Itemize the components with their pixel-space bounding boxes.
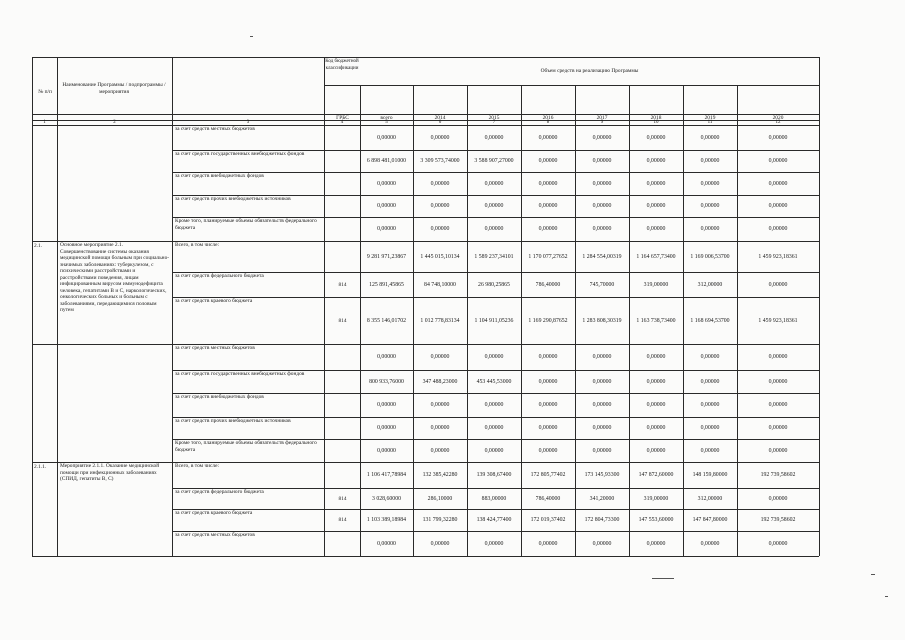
table-rule [819,57,820,556]
row-source: Кроме того, планируемые объемы обязательств федерального бюджета [175,218,317,231]
row-source: Всего, в том числе: [175,242,220,248]
row-value: 131 799,32280 [422,517,458,523]
row-value: 0,00000 [592,203,612,209]
row-value: 0,00000 [377,181,396,187]
column-number: 3 [246,120,250,125]
row-value: 0,00000 [768,379,788,385]
row-value: 0,00000 [377,402,396,408]
row-value: 0,00000 [646,181,666,187]
row-value: 0,00000 [592,354,612,360]
row-value: 0,00000 [484,203,504,209]
row-value: 0,00000 [700,379,720,385]
row-value: 0,00000 [484,354,504,360]
row-value: 192 739,58602 [760,517,796,523]
row-source: за счет средств федерального бюджета [175,273,264,279]
row-value: 3 588 907,27000 [474,158,514,164]
row-value: 0,00000 [700,354,720,360]
row-value: 0,00000 [768,282,788,288]
row-value: 3 028,60000 [372,496,401,502]
row-value: 0,00000 [377,354,396,360]
row-source: за счет средств внебюджетных фондов [175,394,264,400]
table-rule [172,57,173,556]
row-value: 0,00000 [700,203,720,209]
column-number: 11 [707,120,713,125]
header-name: Наименование Программы / подпрограммы / мероприятия [62,82,166,95]
header-grbs: ГРБС [336,115,349,121]
header-code: Код бюджетной классификации [325,59,359,71]
row-value: 173 145,93300 [584,472,620,478]
row-value: 0,00000 [768,135,788,141]
row-value: 0,00000 [646,226,666,232]
row-value: 0,00000 [592,135,612,141]
row-value: 0,00000 [646,158,666,164]
row-value: 1 169 290,87652 [528,318,568,324]
row-value: 319,00000 [643,496,669,502]
row-source: Всего, в том числе: [175,463,220,469]
row-value: 0,00000 [700,541,720,547]
row-value: 0,00000 [377,203,396,209]
row-value: 0,00000 [700,181,720,187]
row-value: 0,00000 [430,226,450,232]
column-number: 6 [438,120,442,125]
row-value: 0,00000 [700,425,720,431]
header-year: 2016 [542,115,554,121]
row-value: 1 589 237,34101 [474,254,514,260]
row-source: за счет средств внебюджетных фондов [175,173,264,179]
row-value: 0,00000 [768,448,788,454]
header-year: 2020 [772,115,784,121]
row-value: 0,00000 [646,425,666,431]
row-value: 786,40000 [535,496,561,502]
row-value: 1 106 417,78984 [366,472,407,478]
row-value: 319,00000 [643,282,669,288]
table-rule [32,57,819,58]
row-value: 0,00000 [538,181,558,187]
scan-mark [885,596,888,597]
row-value: 0,00000 [592,541,612,547]
row-source: за счет средств государственных внебюджетных фондов [175,151,305,157]
row-value: 0,00000 [538,354,558,360]
row-value: 0,00000 [768,226,788,232]
row-value: 0,00000 [377,135,396,141]
row-value: 0,00000 [538,448,558,454]
row-value: 0,00000 [768,203,788,209]
column-number: 5 [385,120,388,125]
row-value: 0,00000 [592,158,612,164]
table-rule [324,85,819,86]
row-value: 0,00000 [538,203,558,209]
table-rule [32,556,819,557]
row-value: 0,00000 [592,379,612,385]
row-value: 192 739,58602 [760,472,796,478]
row-value: 0,00000 [538,226,558,232]
row-value: 0,00000 [484,181,504,187]
row-value: 0,00000 [484,425,504,431]
row-value: 0,00000 [646,448,666,454]
row-value: 172 805,77402 [530,472,566,478]
row-value: 147 872,60000 [638,472,674,478]
row-source: за счет средств местных бюджетов [175,532,255,538]
row-value: 1 104 911,05236 [474,318,514,324]
row-source: за счет средств местных бюджетов [175,345,255,351]
row-value: 0,00000 [484,448,504,454]
row-grbs: 814 [338,517,347,523]
row-grbs: 814 [338,282,347,288]
row-value: 286,10000 [427,496,453,502]
row-value: 0,00000 [430,425,450,431]
column-number: 4 [340,120,344,125]
row-value: 84 748,10000 [424,282,456,288]
row-value: 147 847,80000 [692,517,728,523]
row-source: за счет средств государственных внебюджетных фондов [175,371,305,377]
row-value: 347 488,23000 [422,379,458,385]
row-value: 172 804,73300 [584,517,620,523]
row-source: за счет средств местных бюджетов [175,126,255,132]
row-value: 453 445,53000 [476,379,512,385]
row-value: 3 309 573,74000 [420,158,460,164]
header-year: 2017 [596,115,608,121]
column-number: 7 [492,120,496,125]
header-volume: Объем средств на реализацию Программы [540,68,639,74]
row-source: за счет средств краевого бюджета [175,298,253,304]
scan-mark [250,36,253,37]
row-value: 0,00000 [430,541,450,547]
row-source: Кроме того, планируемые объемы обязательств федерального бюджета [175,440,317,453]
row-value: 0,00000 [768,496,788,502]
row-number: 2.1.1. [34,464,47,470]
row-value: 1 170 077,27652 [528,254,568,260]
row-value: 0,00000 [377,541,396,547]
row-value: 1 459 923,18361 [758,318,798,324]
row-value: 1 012 778,83134 [420,318,460,324]
row-source: за счет средств федерального бюджета [175,489,264,495]
row-value: 139 308,67400 [476,472,512,478]
row-value: 0,00000 [768,541,788,547]
row-value: 1 284 554,00319 [582,254,622,260]
row-number: 2.1. [34,243,43,249]
row-value: 0,00000 [538,379,558,385]
row-value: 745,70000 [589,282,615,288]
scan-mark [871,574,875,575]
header-total: всего [380,115,393,121]
row-value: 786,40000 [535,282,561,288]
row-value: 0,00000 [646,379,666,385]
row-value: 0,00000 [768,158,788,164]
row-value: 0,00000 [377,425,396,431]
row-value: 125 891,45865 [369,282,404,288]
row-value: 0,00000 [768,181,788,187]
column-number: 9 [600,120,604,125]
row-value: 800 933,76000 [369,379,404,385]
row-value: 0,00000 [538,135,558,141]
row-value: 0,00000 [538,158,558,164]
row-value: 1 459 923,18361 [758,254,798,260]
row-value: 0,00000 [484,226,504,232]
row-value: 0,00000 [592,181,612,187]
row-value: 0,00000 [700,448,720,454]
row-value: 1 283 808,30319 [582,318,622,324]
row-value: 0,00000 [646,541,666,547]
row-value: 0,00000 [430,181,450,187]
row-source: за счет средств прочих внебюджетных источников [175,196,291,202]
row-value: 341,20000 [589,496,615,502]
column-number: 1 [43,120,46,125]
row-value: 883,00000 [481,496,507,502]
row-value: 0,00000 [592,402,612,408]
row-value: 0,00000 [700,158,720,164]
row-grbs: 814 [338,496,347,502]
row-value: 132 385,42280 [422,472,458,478]
column-number: 12 [775,120,781,125]
row-grbs: 814 [338,318,347,324]
column-number: 8 [546,120,550,125]
row-value: 0,00000 [484,541,504,547]
row-value: 0,00000 [484,135,504,141]
scan-mark [652,578,674,579]
column-number: 10 [653,120,659,125]
row-value: 147 553,60000 [638,517,674,523]
row-value: 0,00000 [592,226,612,232]
table-rule [57,57,58,556]
row-value: 0,00000 [768,425,788,431]
row-value: 1 168 694,53700 [690,318,730,324]
row-value: 148 159,80000 [692,472,728,478]
row-value: 1 445 015,10134 [420,254,460,260]
table-rule [32,57,33,556]
row-value: 0,00000 [646,402,666,408]
row-value: 0,00000 [377,226,396,232]
row-name: Мероприятие 2.1.1. Оказание медицинской помощи при инфекционных заболеваниях (СПИД, гепатиты В, С) [60,463,160,482]
row-value: 0,00000 [538,425,558,431]
row-value: 0,00000 [592,448,612,454]
row-value: 9 281 971,23867 [366,254,407,260]
row-value: 0,00000 [700,402,720,408]
row-value: 0,00000 [700,226,720,232]
row-value: 0,00000 [768,354,788,360]
row-value: 1 164 657,73400 [636,254,676,260]
row-value: 0,00000 [377,448,396,454]
row-value: 0,00000 [430,203,450,209]
column-number: 2 [113,120,116,125]
row-value: 0,00000 [430,402,450,408]
row-source: за счет средств прочих внебюджетных источников [175,418,291,424]
row-value: 0,00000 [646,135,666,141]
row-value: 172 019,37402 [530,517,566,523]
row-value: 0,00000 [592,425,612,431]
row-value: 0,00000 [430,448,450,454]
header-num: № п/п [38,89,52,95]
row-source: за счет средств краевого бюджета [175,510,253,516]
row-value: 0,00000 [538,541,558,547]
row-value: 6 898 481,01000 [366,158,407,164]
header-year: 2019 [704,115,716,121]
row-value: 1 163 738,73400 [636,318,676,324]
table-rule [324,57,325,556]
row-value: 8 355 146,01702 [366,318,407,324]
row-value: 0,00000 [646,203,666,209]
row-value: 0,00000 [430,354,450,360]
header-year: 2018 [650,115,662,121]
row-value: 0,00000 [484,402,504,408]
row-value: 1 169 006,53700 [690,254,730,260]
row-value: 1 103 389,18984 [366,517,407,523]
row-value: 26 980,25865 [478,282,510,288]
row-value: 138 424,77400 [476,517,512,523]
row-value: 0,00000 [700,135,720,141]
row-value: 312,00000 [697,496,723,502]
header-year: 2015 [488,115,500,121]
row-value: 0,00000 [538,402,558,408]
row-value: 0,00000 [646,354,666,360]
header-year: 2014 [434,115,446,121]
row-value: 0,00000 [768,402,788,408]
row-value: 312,00000 [697,282,723,288]
table-rule [32,344,819,345]
row-value: 0,00000 [430,135,450,141]
row-name: Основное мероприятие 2.1. Совершенствование системы оказания медицинской помощи больным при социально-значимых заболеваниях: туберкулезом, с психическими расстройствами и расстройствами поведения, лицам инфицированным вирусом иммунодефицита человека, гепатитами В и С, наркологических, онкологических больных и больным с заболеваниями, передающимися половым путем [60,242,170,313]
